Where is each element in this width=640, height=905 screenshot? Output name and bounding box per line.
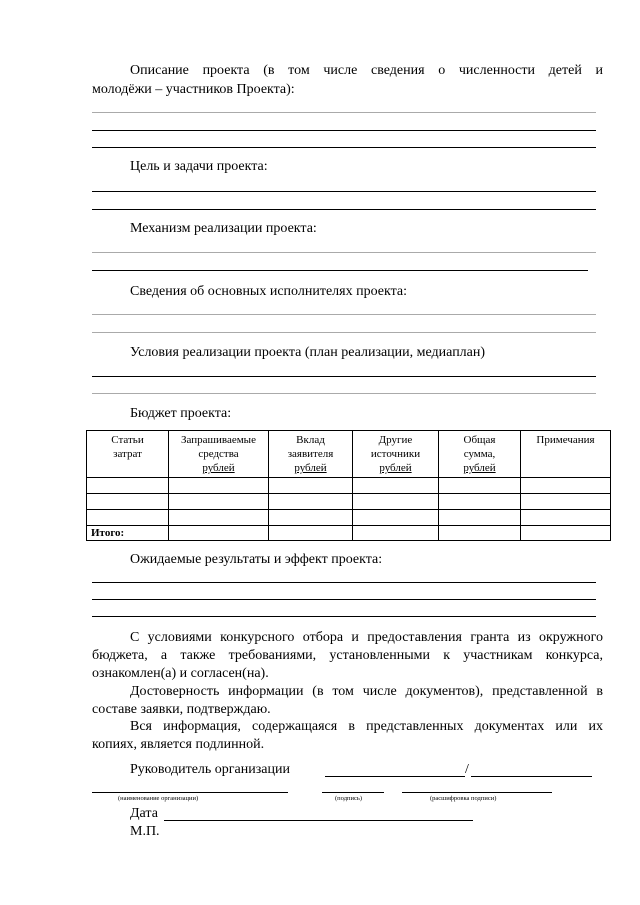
- budget-table: [86, 430, 611, 541]
- conditions-line-1[interactable]: [92, 376, 596, 377]
- stamp-label: М.П.: [130, 824, 160, 839]
- description-line-3[interactable]: [92, 147, 596, 148]
- signature-line[interactable]: [325, 776, 465, 777]
- statement-p2-line1: Достоверность информации (в том числе документов), представленной в: [130, 684, 603, 699]
- caption-decode: (расшифровка подписи): [430, 795, 497, 802]
- date-line[interactable]: [164, 820, 473, 821]
- table-cell[interactable]: [439, 478, 521, 494]
- table-cell[interactable]: [439, 494, 521, 510]
- total-row: [87, 526, 611, 541]
- header-requested-funds: Запрашиваемые средства рублей: [169, 431, 269, 478]
- table-cell[interactable]: [269, 494, 353, 510]
- table-cell[interactable]: [353, 526, 439, 541]
- caption-organization: (наименование организации): [118, 795, 199, 802]
- table-cell[interactable]: [169, 510, 269, 526]
- table-cell[interactable]: [87, 478, 169, 494]
- description-label-line2: молодёжи – участников Проекта):: [92, 82, 295, 97]
- header-cost-items: Статьи затрат: [87, 431, 169, 478]
- statement-p3-line2: копиях, является подлинной.: [92, 737, 265, 752]
- description-line-1[interactable]: [92, 112, 596, 113]
- table-cell[interactable]: [353, 494, 439, 510]
- signature-line-2[interactable]: [322, 792, 384, 793]
- header-notes: Примечания: [521, 431, 611, 478]
- table-cell[interactable]: [521, 478, 611, 494]
- results-line-3[interactable]: [92, 616, 596, 617]
- goals-label: Цель и задачи проекта:: [130, 159, 268, 174]
- conditions-line-2[interactable]: [92, 393, 596, 394]
- table-cell[interactable]: [169, 478, 269, 494]
- table-row: [87, 478, 611, 494]
- table-cell[interactable]: [269, 526, 353, 541]
- statement-p2-line2: составе заявки, подтверждаю.: [92, 702, 271, 717]
- results-label: Ожидаемые результаты и эффект проекта:: [130, 552, 383, 567]
- statement-p1-line3: ознакомлен(а) и согласен(на).: [92, 666, 269, 681]
- table-cell[interactable]: [521, 526, 611, 541]
- organization-name-line[interactable]: [92, 792, 288, 793]
- table-cell[interactable]: [521, 510, 611, 526]
- table-cell[interactable]: [87, 510, 169, 526]
- header-total-sum: Общая сумма, рублей: [439, 431, 521, 478]
- executors-line-1[interactable]: [92, 314, 596, 315]
- executors-line-2[interactable]: [92, 332, 596, 333]
- table-cell[interactable]: [269, 478, 353, 494]
- table-cell[interactable]: [521, 494, 611, 510]
- table-cell[interactable]: [269, 510, 353, 526]
- table-cell[interactable]: [353, 478, 439, 494]
- table-cell[interactable]: [169, 494, 269, 510]
- table-row: [87, 494, 611, 510]
- mechanism-line-2[interactable]: [92, 270, 588, 271]
- signature-decode-line-2[interactable]: [402, 792, 552, 793]
- results-line-1[interactable]: [92, 582, 596, 583]
- statement-p1-line1: С условиями конкурсного отбора и предоставления гранта из окружного: [130, 630, 603, 645]
- signature-decode-line[interactable]: [471, 776, 592, 777]
- caption-signature: (подпись): [335, 795, 362, 802]
- date-label: Дата: [130, 806, 158, 821]
- table-cell[interactable]: [439, 526, 521, 541]
- statement-p1-line2: бюджета, а также требованиями, установленными к участникам конкурса,: [92, 648, 603, 663]
- header-applicant-contribution: Вклад заявителя рублей: [269, 431, 353, 478]
- goals-line-1[interactable]: [92, 191, 596, 192]
- mechanism-line-1[interactable]: [92, 252, 596, 253]
- table-cell[interactable]: [169, 526, 269, 541]
- table-cell[interactable]: [439, 510, 521, 526]
- conditions-label: Условия реализации проекта (план реализации, медиаплан): [130, 345, 486, 360]
- goals-line-2[interactable]: [92, 209, 596, 210]
- header-other-sources: Другие источники рублей: [353, 431, 439, 478]
- table-cell[interactable]: [353, 510, 439, 526]
- statement-p3-line1: Вся информация, содержащаяся в представленных документах или их: [130, 719, 603, 734]
- description-label-line1: Описание проекта (в том числе сведения о численности детей и: [130, 63, 603, 78]
- budget-label: Бюджет проекта:: [130, 406, 232, 421]
- total-label: Итого:: [87, 526, 169, 541]
- executors-label: Сведения об основных исполнителях проекта:: [130, 284, 407, 299]
- results-line-2[interactable]: [92, 599, 596, 600]
- budget-table-header-row: [87, 431, 611, 478]
- head-of-organization-label: Руководитель организации: [130, 762, 290, 777]
- table-row: [87, 510, 611, 526]
- table-cell[interactable]: [87, 494, 169, 510]
- description-line-2[interactable]: [92, 130, 596, 131]
- mechanism-label: Механизм реализации проекта:: [130, 221, 317, 236]
- signature-slash: /: [465, 762, 469, 777]
